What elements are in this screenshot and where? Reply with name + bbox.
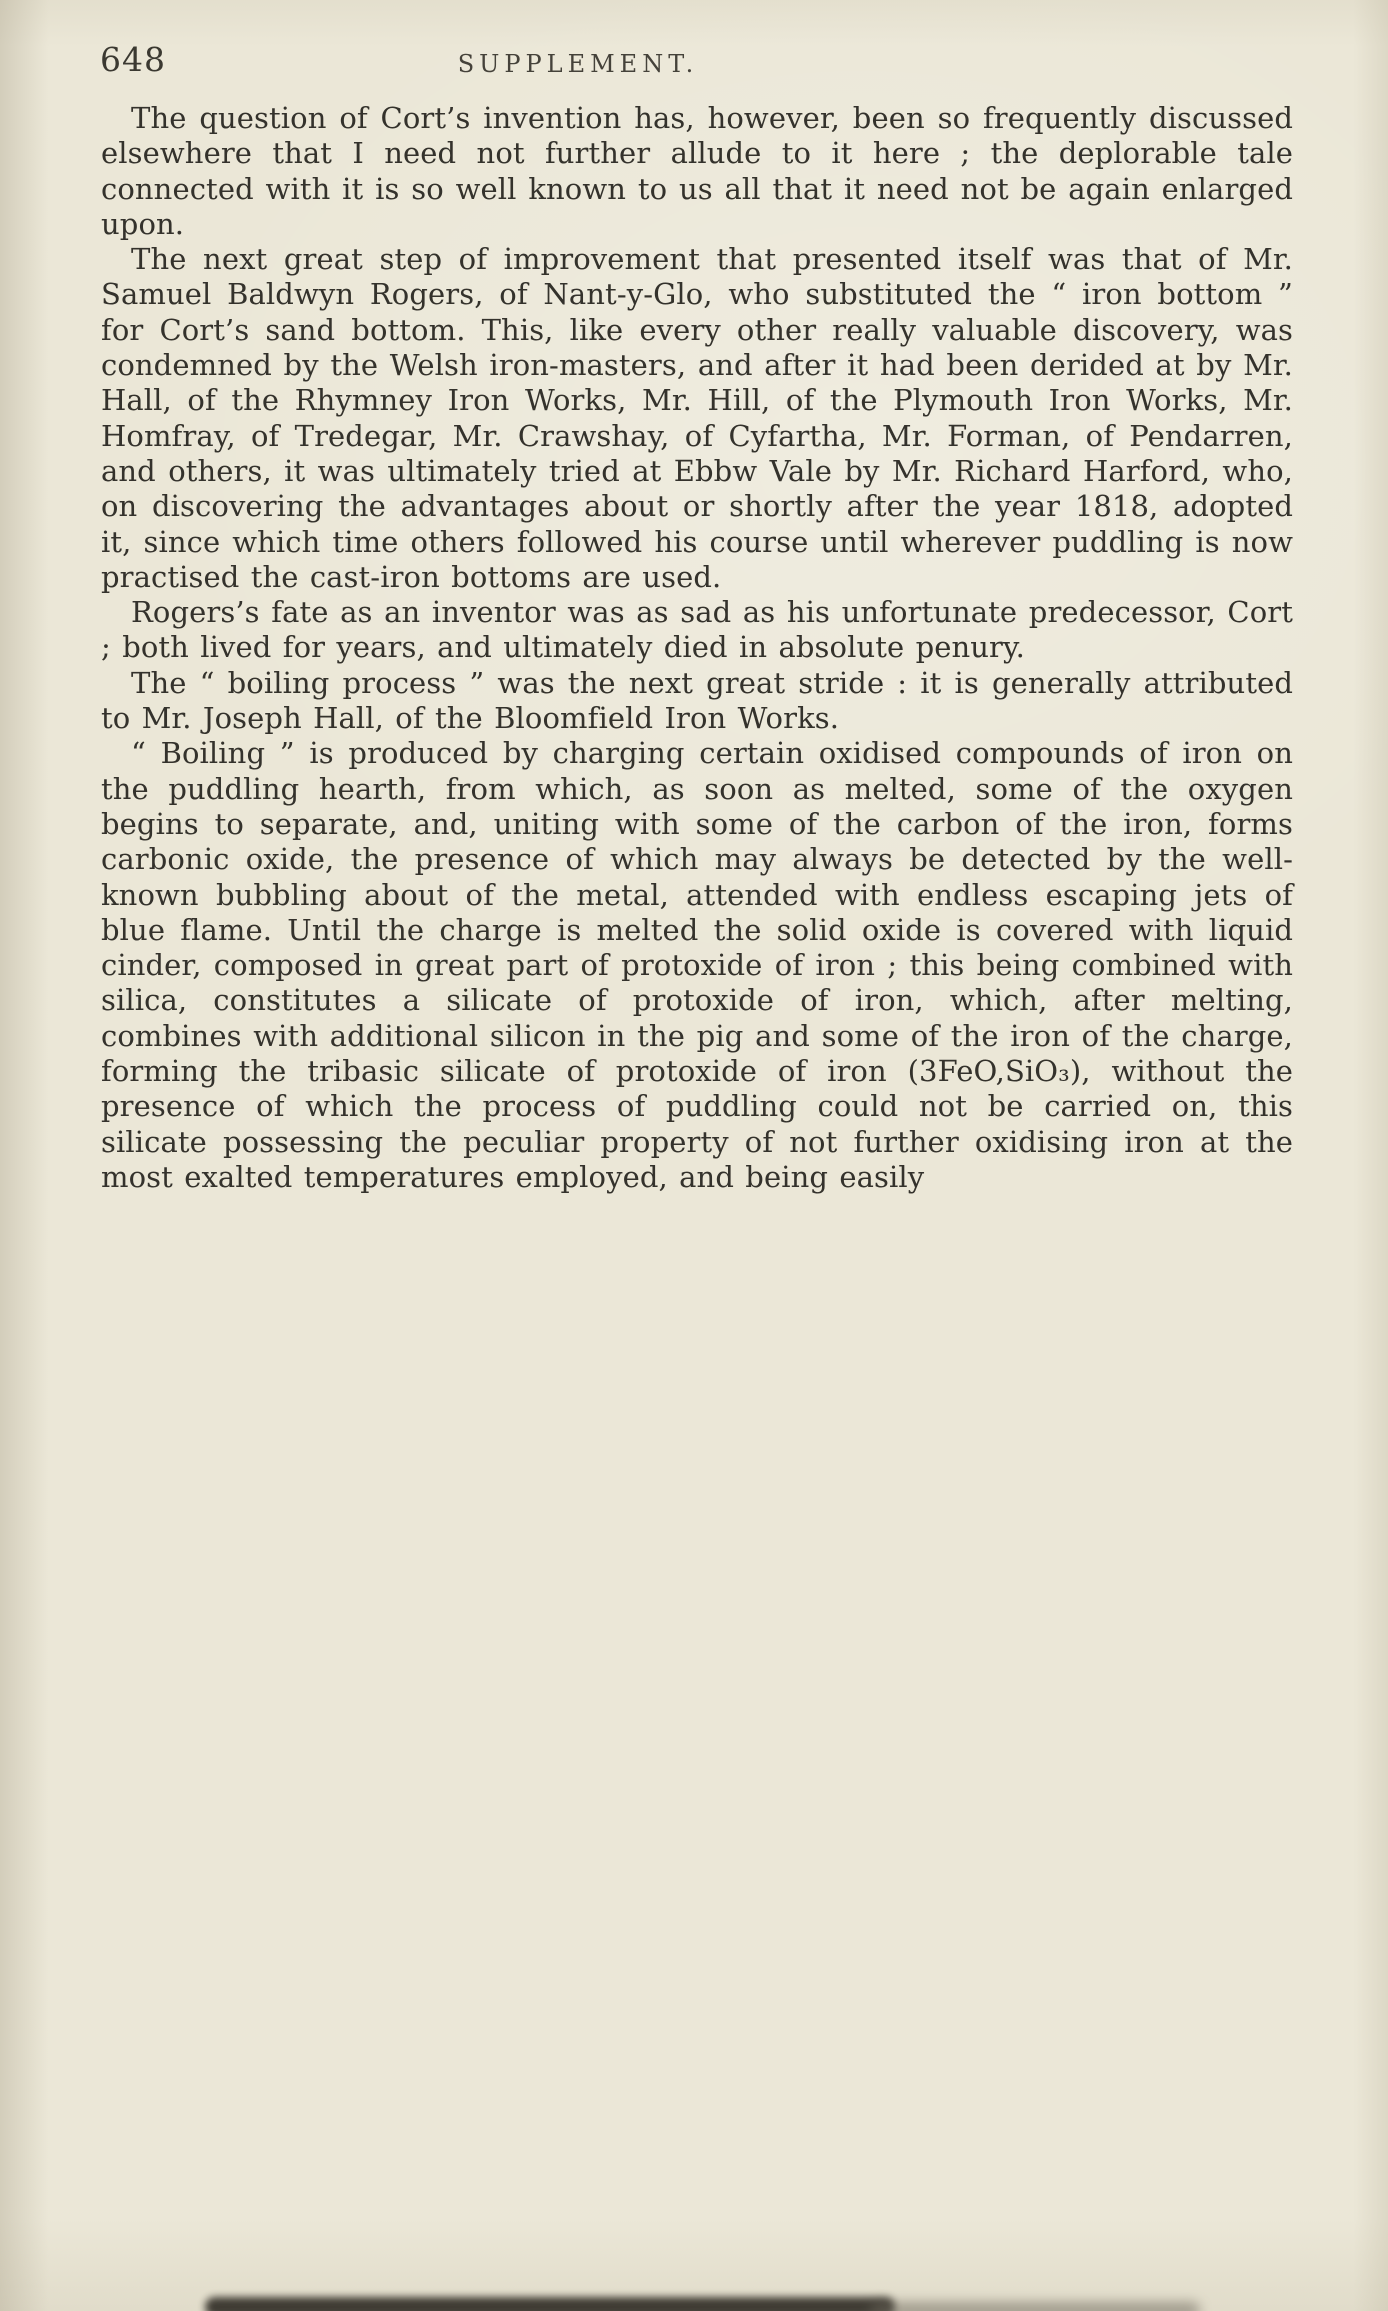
- page-number: 648: [100, 40, 166, 79]
- paragraph: The question of Cort’s invention has, however, been so frequently discussed elsewhere that I need not further allude to it here ; the deplorable tale connected with it is so well known to us all that it need not be again enlarged upon.: [101, 101, 1293, 241]
- page-head: [0, 0, 1388, 95]
- running-header: SUPPLEMENT.: [457, 50, 699, 78]
- paragraph: The next great step of improvement that presented itself was that of Mr. Samuel Baldwyn Rogers, of Nant-y-Glo, who substituted the “ iron bottom ” for Cort’s sand bottom. This, like every other really valuable discovery, was condemned by the Welsh iron-masters, and after it had been derided at by Mr. Hall, of the Rhymney Iron Works, Mr. Hill, of the Plymouth Iron Works, Mr. Homfray, of Tredegar, Mr. Crawshay, of Cyfartha, Mr. Forman, of Pendarren, and others, it was ultimately tried at Ebbw Vale by Mr. Richard Harford, who, on discovering the advantages about or shortly after the year 1818, adopted it, since which time others followed his course until wherever puddling is now practised the cast-iron bottoms are used.: [101, 242, 1293, 594]
- paragraph: “ Boiling ” is produced by charging certain oxidised compounds of iron on the puddling hearth, from which, as soon as melted, some of the oxygen begins to separate, and, uniting with some of the carbon of the iron, forms carbonic oxide, the presence of which may always be detected by the well-known bubbling about of the metal, attended with endless escaping jets of blue flame. Until the charge is melted the solid oxide is covered with liquid cinder, composed in great part of protoxide of iron ; this being combined with silica, constitutes a silicate of protoxide of iron, which, after melting, combines with additional silicon in the pig and some of the iron of the charge, forming the tribasic silicate of protoxide of iron (3FeO,SiO₃), without the presence of which the process of puddling could not be carried on, this silicate possessing the peculiar property of not further oxidising iron at the most exalted temperatures employed, and being easily: [101, 736, 1293, 1194]
- page-body: [101, 101, 1293, 1195]
- paragraph: Rogers’s fate as an inventor was as sad as his unfortunate predecessor, Cort ; both lived for years, and ultimately died in absolute penury.: [101, 595, 1293, 665]
- scan-artifact-bottom-shadow: [870, 2302, 1200, 2311]
- scan-artifact-bottom-edge: [205, 2297, 895, 2311]
- paragraph: The “ boiling process ” was the next great stride : it is generally attributed to Mr. Joseph Hall, of the Bloomfield Iron Works.: [101, 665, 1293, 736]
